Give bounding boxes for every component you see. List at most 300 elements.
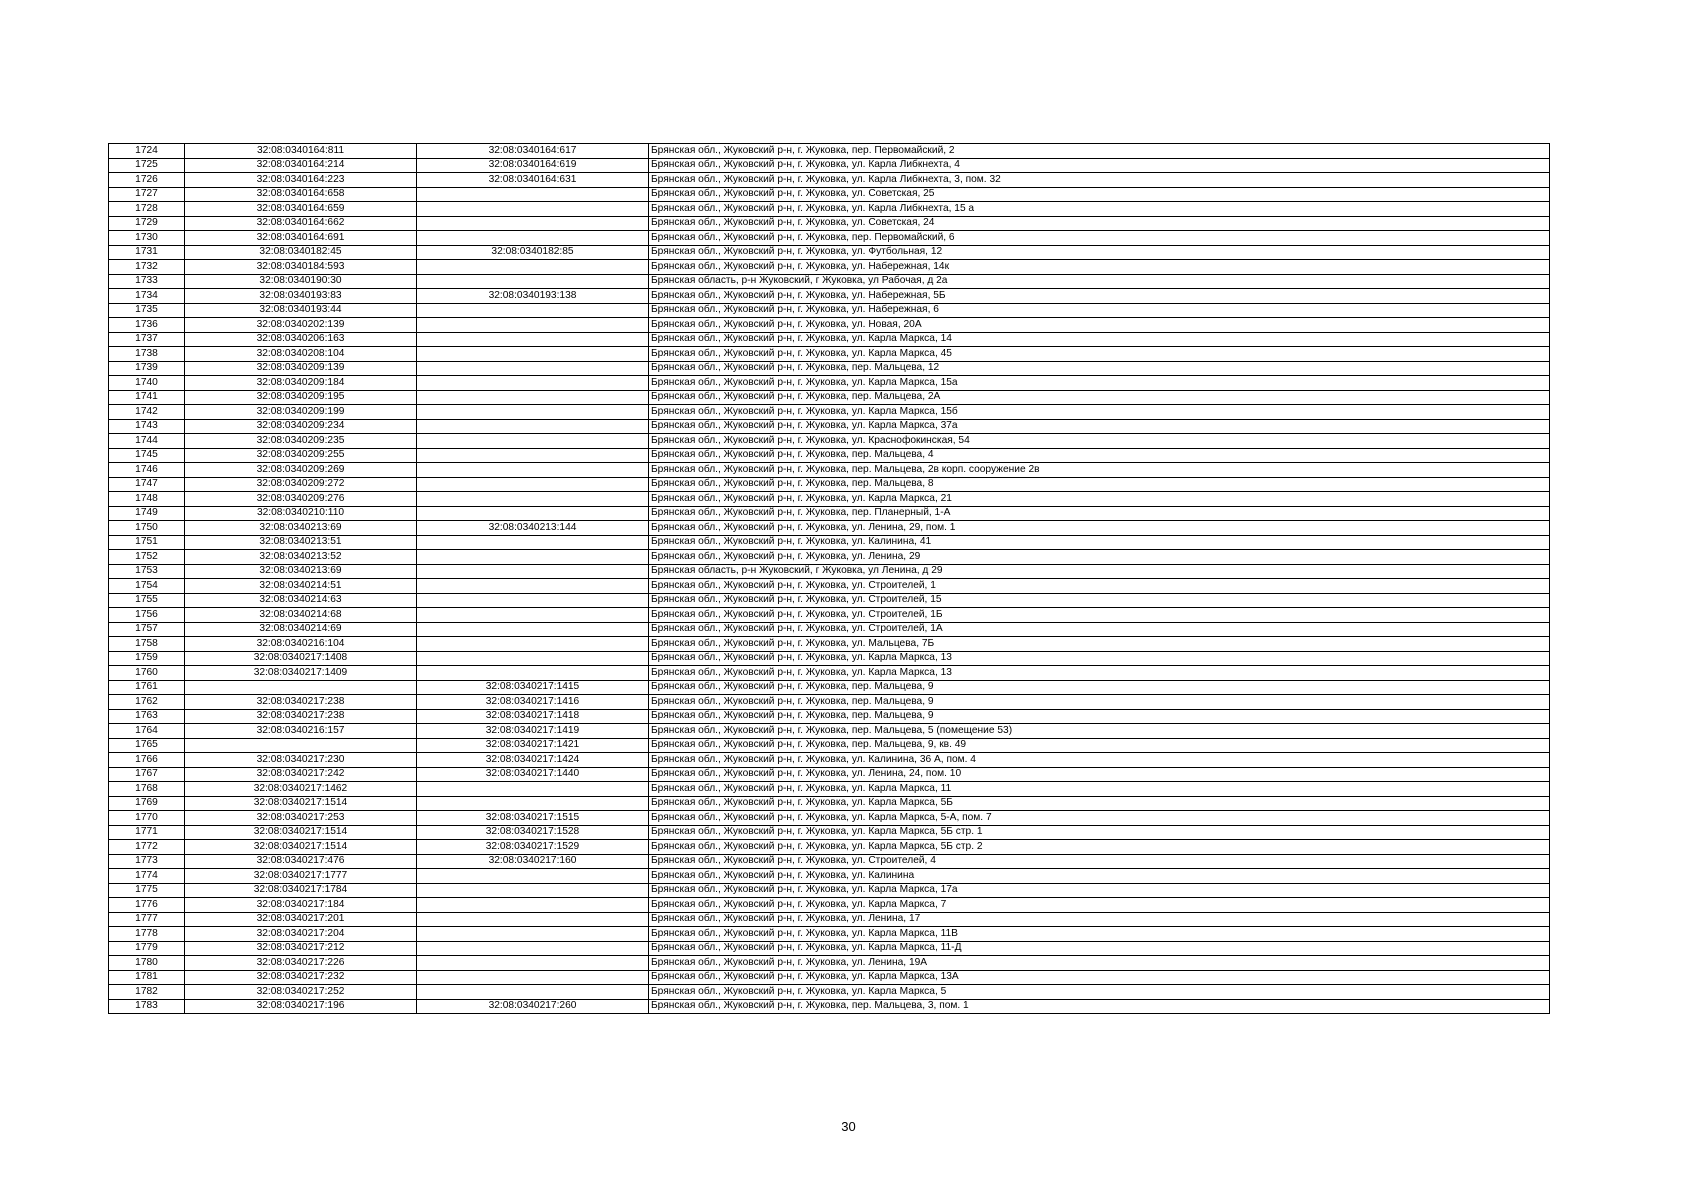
table-row [109, 724, 1550, 739]
table-row [109, 796, 1550, 811]
address-cell: Брянская обл., Жуковский р-н, г. Жуковка, ул. Карла Маркса, 13 [649, 651, 1550, 666]
table-row [109, 767, 1550, 782]
row-number-cell: 1779 [109, 941, 185, 956]
row-number-cell: 1742 [109, 405, 185, 420]
row-number-cell: 1762 [109, 695, 185, 710]
row-number-cell: 1755 [109, 593, 185, 608]
land-cadastral-number-cell: 32:08:0340217:226 [185, 956, 417, 971]
object-cadastral-number-cell [417, 187, 649, 202]
table-row [109, 158, 1550, 173]
land-cadastral-number-cell: 32:08:0340214:51 [185, 579, 417, 594]
land-cadastral-number-cell: 32:08:0340216:104 [185, 637, 417, 652]
land-cadastral-number-cell: 32:08:0340182:45 [185, 245, 417, 260]
address-cell: Брянская обл., Жуковский р-н, г. Жуковка, ул. Карла Маркса, 5Б стр. 1 [649, 825, 1550, 840]
table-row [109, 187, 1550, 202]
land-cadastral-number-cell [185, 680, 417, 695]
address-cell: Брянская обл., Жуковский р-н, г. Жуковка, пер. Мальцева, 9 [649, 709, 1550, 724]
table-row [109, 535, 1550, 550]
land-cadastral-number-cell: 32:08:0340209:199 [185, 405, 417, 420]
object-cadastral-number-cell [417, 231, 649, 246]
object-cadastral-number-cell [417, 912, 649, 927]
row-number-cell: 1732 [109, 260, 185, 275]
address-cell: Брянская обл., Жуковский р-н, г. Жуковка, ул. Ленина, 29, пом. 1 [649, 521, 1550, 536]
row-number-cell: 1760 [109, 666, 185, 681]
row-number-cell: 1772 [109, 840, 185, 855]
land-cadastral-number-cell: 32:08:0340206:163 [185, 332, 417, 347]
object-cadastral-number-cell [417, 608, 649, 623]
land-cadastral-number-cell: 32:08:0340209:195 [185, 390, 417, 405]
address-cell: Брянская область, р-н Жуковский, г Жуковка, ул Рабочая, д 2а [649, 274, 1550, 289]
row-number-cell: 1771 [109, 825, 185, 840]
land-cadastral-number-cell: 32:08:0340164:691 [185, 231, 417, 246]
address-cell: Брянская обл., Жуковский р-н, г. Жуковка, ул. Набережная, 6 [649, 303, 1550, 318]
address-cell: Брянская обл., Жуковский р-н, г. Жуковка, ул. Калинина, 41 [649, 535, 1550, 550]
address-cell: Брянская обл., Жуковский р-н, г. Жуковка, ул. Карла Маркса, 13 [649, 666, 1550, 681]
row-number-cell: 1747 [109, 477, 185, 492]
address-cell: Брянская обл., Жуковский р-н, г. Жуковка, ул. Карла Маркса, 37а [649, 419, 1550, 434]
object-cadastral-number-cell [417, 550, 649, 565]
address-cell: Брянская обл., Жуковский р-н, г. Жуковка, пер. Мальцева, 9 [649, 695, 1550, 710]
table-row [109, 463, 1550, 478]
table-row [109, 202, 1550, 217]
land-cadastral-number-cell: 32:08:0340209:276 [185, 492, 417, 507]
address-cell: Брянская обл., Жуковский р-н, г. Жуковка, ул. Мальцева, 7Б [649, 637, 1550, 652]
land-cadastral-number-cell: 32:08:0340209:269 [185, 463, 417, 478]
object-cadastral-number-cell: 32:08:0340217:160 [417, 854, 649, 869]
row-number-cell: 1744 [109, 434, 185, 449]
object-cadastral-number-cell: 32:08:0340217:260 [417, 999, 649, 1014]
table-row [109, 680, 1550, 695]
address-cell: Брянская обл., Жуковский р-н, г. Жуковка, ул. Карла Маркса, 5 [649, 985, 1550, 1000]
table-row [109, 985, 1550, 1000]
row-number-cell: 1751 [109, 535, 185, 550]
land-cadastral-number-cell: 32:08:0340213:51 [185, 535, 417, 550]
object-cadastral-number-cell: 32:08:0340217:1440 [417, 767, 649, 782]
table-row [109, 405, 1550, 420]
row-number-cell: 1775 [109, 883, 185, 898]
row-number-cell: 1770 [109, 811, 185, 826]
object-cadastral-number-cell [417, 260, 649, 275]
land-cadastral-number-cell: 32:08:0340217:232 [185, 970, 417, 985]
object-cadastral-number-cell: 32:08:0340164:617 [417, 144, 649, 159]
address-cell: Брянская обл., Жуковский р-н, г. Жуковка, ул. Калинина [649, 869, 1550, 884]
row-number-cell: 1725 [109, 158, 185, 173]
table-row [109, 506, 1550, 521]
table-row [109, 912, 1550, 927]
object-cadastral-number-cell: 32:08:0340193:138 [417, 289, 649, 304]
object-cadastral-number-cell [417, 419, 649, 434]
object-cadastral-number-cell [417, 985, 649, 1000]
land-cadastral-number-cell: 32:08:0340213:69 [185, 564, 417, 579]
table-row [109, 927, 1550, 942]
table-row [109, 376, 1550, 391]
land-cadastral-number-cell: 32:08:0340164:223 [185, 173, 417, 188]
object-cadastral-number-cell [417, 361, 649, 376]
land-cadastral-number-cell: 32:08:0340217:196 [185, 999, 417, 1014]
land-cadastral-number-cell: 32:08:0340217:1514 [185, 796, 417, 811]
address-cell: Брянская обл., Жуковский р-н, г. Жуковка, ул. Ленина, 17 [649, 912, 1550, 927]
table-row [109, 289, 1550, 304]
table-row [109, 390, 1550, 405]
address-cell: Брянская обл., Жуковский р-н, г. Жуковка, ул. Футбольная, 12 [649, 245, 1550, 260]
row-number-cell: 1752 [109, 550, 185, 565]
land-cadastral-number-cell: 32:08:0340217:476 [185, 854, 417, 869]
land-cadastral-number-cell [185, 738, 417, 753]
object-cadastral-number-cell [417, 216, 649, 231]
table-row [109, 651, 1550, 666]
row-number-cell: 1780 [109, 956, 185, 971]
land-cadastral-number-cell: 32:08:0340164:811 [185, 144, 417, 159]
table-row [109, 593, 1550, 608]
table-row [109, 666, 1550, 681]
object-cadastral-number-cell [417, 318, 649, 333]
table-row [109, 303, 1550, 318]
row-number-cell: 1739 [109, 361, 185, 376]
land-cadastral-number-cell: 32:08:0340217:1514 [185, 840, 417, 855]
object-cadastral-number-cell [417, 202, 649, 217]
table-row [109, 753, 1550, 768]
land-cadastral-number-cell: 32:08:0340190:30 [185, 274, 417, 289]
row-number-cell: 1766 [109, 753, 185, 768]
row-number-cell: 1736 [109, 318, 185, 333]
address-cell: Брянская обл., Жуковский р-н, г. Жуковка, ул. Карла Маркса, 14 [649, 332, 1550, 347]
object-cadastral-number-cell [417, 376, 649, 391]
land-cadastral-number-cell: 32:08:0340209:139 [185, 361, 417, 376]
address-cell: Брянская обл., Жуковский р-н, г. Жуковка, ул. Строителей, 1А [649, 622, 1550, 637]
row-number-cell: 1745 [109, 448, 185, 463]
address-cell: Брянская обл., Жуковский р-н, г. Жуковка, пер. Мальцева, 2в корп. сооружение 2в [649, 463, 1550, 478]
address-cell: Брянская обл., Жуковский р-н, г. Жуковка, ул. Карла Маркса, 15б [649, 405, 1550, 420]
row-number-cell: 1761 [109, 680, 185, 695]
registry-table-body [109, 144, 1550, 1014]
row-number-cell: 1764 [109, 724, 185, 739]
object-cadastral-number-cell [417, 622, 649, 637]
object-cadastral-number-cell [417, 274, 649, 289]
table-row [109, 260, 1550, 275]
table-row [109, 637, 1550, 652]
address-cell: Брянская обл., Жуковский р-н, г. Жуковка, ул. Калинина, 36 А, пом. 4 [649, 753, 1550, 768]
object-cadastral-number-cell: 32:08:0340164:619 [417, 158, 649, 173]
land-cadastral-number-cell: 32:08:0340217:230 [185, 753, 417, 768]
land-cadastral-number-cell: 32:08:0340209:184 [185, 376, 417, 391]
land-cadastral-number-cell: 32:08:0340217:1462 [185, 782, 417, 797]
row-number-cell: 1758 [109, 637, 185, 652]
address-cell: Брянская обл., Жуковский р-н, г. Жуковка, пер. Мальцева, 3, пом. 1 [649, 999, 1550, 1014]
table-row [109, 419, 1550, 434]
address-cell: Брянская обл., Жуковский р-н, г. Жуковка, ул. Карла Маркса, 11 [649, 782, 1550, 797]
land-cadastral-number-cell: 32:08:0340164:658 [185, 187, 417, 202]
land-cadastral-number-cell: 32:08:0340217:204 [185, 927, 417, 942]
table-row [109, 869, 1550, 884]
address-cell: Брянская обл., Жуковский р-н, г. Жуковка, ул. Карла Маркса, 7 [649, 898, 1550, 913]
row-number-cell: 1782 [109, 985, 185, 1000]
address-cell: Брянская обл., Жуковский р-н, г. Жуковка, ул. Ленина, 24, пом. 10 [649, 767, 1550, 782]
address-cell: Брянская обл., Жуковский р-н, г. Жуковка, пер. Мальцева, 12 [649, 361, 1550, 376]
row-number-cell: 1765 [109, 738, 185, 753]
table-row [109, 941, 1550, 956]
row-number-cell: 1763 [109, 709, 185, 724]
table-row [109, 274, 1550, 289]
address-cell: Брянская обл., Жуковский р-н, г. Жуковка, ул. Карла Либкнехта, 4 [649, 158, 1550, 173]
address-cell: Брянская обл., Жуковский р-н, г. Жуковка, ул. Краснофокинская, 54 [649, 434, 1550, 449]
object-cadastral-number-cell [417, 782, 649, 797]
table-row [109, 608, 1550, 623]
object-cadastral-number-cell [417, 637, 649, 652]
object-cadastral-number-cell: 32:08:0340217:1419 [417, 724, 649, 739]
table-row [109, 521, 1550, 536]
land-cadastral-number-cell: 32:08:0340214:68 [185, 608, 417, 623]
address-cell: Брянская обл., Жуковский р-н, г. Жуковка, ул. Карла Маркса, 15а [649, 376, 1550, 391]
object-cadastral-number-cell [417, 970, 649, 985]
land-cadastral-number-cell: 32:08:0340209:272 [185, 477, 417, 492]
row-number-cell: 1731 [109, 245, 185, 260]
object-cadastral-number-cell [417, 506, 649, 521]
land-cadastral-number-cell: 32:08:0340214:63 [185, 593, 417, 608]
row-number-cell: 1734 [109, 289, 185, 304]
row-number-cell: 1727 [109, 187, 185, 202]
row-number-cell: 1756 [109, 608, 185, 623]
land-cadastral-number-cell: 32:08:0340216:157 [185, 724, 417, 739]
table-row [109, 709, 1550, 724]
address-cell: Брянская обл., Жуковский р-н, г. Жуковка, ул. Строителей, 1Б [649, 608, 1550, 623]
land-cadastral-number-cell: 32:08:0340210:110 [185, 506, 417, 521]
object-cadastral-number-cell [417, 405, 649, 420]
address-cell: Брянская область, р-н Жуковский, г Жуковка, ул Ленина, д 29 [649, 564, 1550, 579]
object-cadastral-number-cell: 32:08:0340217:1528 [417, 825, 649, 840]
object-cadastral-number-cell: 32:08:0340217:1515 [417, 811, 649, 826]
object-cadastral-number-cell [417, 651, 649, 666]
row-number-cell: 1746 [109, 463, 185, 478]
address-cell: Брянская обл., Жуковский р-н, г. Жуковка, ул. Карла Маркса, 45 [649, 347, 1550, 362]
table-row [109, 898, 1550, 913]
row-number-cell: 1754 [109, 579, 185, 594]
table-row [109, 883, 1550, 898]
table-row [109, 434, 1550, 449]
address-cell: Брянская обл., Жуковский р-н, г. Жуковка, ул. Строителей, 1 [649, 579, 1550, 594]
land-cadastral-number-cell: 32:08:0340217:212 [185, 941, 417, 956]
land-cadastral-number-cell: 32:08:0340217:1784 [185, 883, 417, 898]
table-row [109, 970, 1550, 985]
row-number-cell: 1724 [109, 144, 185, 159]
table-row [109, 361, 1550, 376]
address-cell: Брянская обл., Жуковский р-н, г. Жуковка, пер. Мальцева, 9, кв. 49 [649, 738, 1550, 753]
address-cell: Брянская обл., Жуковский р-н, г. Жуковка, ул. Набережная, 5Б [649, 289, 1550, 304]
row-number-cell: 1769 [109, 796, 185, 811]
address-cell: Брянская обл., Жуковский р-н, г. Жуковка, ул. Карла Маркса, 11В [649, 927, 1550, 942]
address-cell: Брянская обл., Жуковский р-н, г. Жуковка, пер. Мальцева, 8 [649, 477, 1550, 492]
address-cell: Брянская обл., Жуковский р-н, г. Жуковка, пер. Первомайский, 6 [649, 231, 1550, 246]
land-cadastral-number-cell: 32:08:0340217:1408 [185, 651, 417, 666]
object-cadastral-number-cell: 32:08:0340182:85 [417, 245, 649, 260]
row-number-cell: 1728 [109, 202, 185, 217]
row-number-cell: 1750 [109, 521, 185, 536]
land-cadastral-number-cell: 32:08:0340217:238 [185, 709, 417, 724]
table-row [109, 550, 1550, 565]
table-row [109, 318, 1550, 333]
address-cell: Брянская обл., Жуковский р-н, г. Жуковка, пер. Первомайский, 2 [649, 144, 1550, 159]
object-cadastral-number-cell: 32:08:0340164:631 [417, 173, 649, 188]
row-number-cell: 1781 [109, 970, 185, 985]
land-cadastral-number-cell: 32:08:0340217:184 [185, 898, 417, 913]
table-row [109, 216, 1550, 231]
address-cell: Брянская обл., Жуковский р-н, г. Жуковка, ул. Карла Маркса, 13А [649, 970, 1550, 985]
row-number-cell: 1774 [109, 869, 185, 884]
row-number-cell: 1738 [109, 347, 185, 362]
address-cell: Брянская обл., Жуковский р-н, г. Жуковка, ул. Карла Маркса, 5-А, пом. 7 [649, 811, 1550, 826]
object-cadastral-number-cell [417, 564, 649, 579]
land-cadastral-number-cell: 32:08:0340209:255 [185, 448, 417, 463]
table-row [109, 811, 1550, 826]
land-cadastral-number-cell: 32:08:0340217:1514 [185, 825, 417, 840]
table-row [109, 854, 1550, 869]
row-number-cell: 1726 [109, 173, 185, 188]
row-number-cell: 1776 [109, 898, 185, 913]
object-cadastral-number-cell [417, 390, 649, 405]
table-row [109, 738, 1550, 753]
object-cadastral-number-cell: 32:08:0340217:1529 [417, 840, 649, 855]
row-number-cell: 1743 [109, 419, 185, 434]
object-cadastral-number-cell [417, 535, 649, 550]
address-cell: Брянская обл., Жуковский р-н, г. Жуковка, пер. Мальцева, 9 [649, 680, 1550, 695]
address-cell: Брянская обл., Жуковский р-н, г. Жуковка, ул. Карла Либкнехта, 15 а [649, 202, 1550, 217]
object-cadastral-number-cell: 32:08:0340217:1424 [417, 753, 649, 768]
object-cadastral-number-cell: 32:08:0340213:144 [417, 521, 649, 536]
land-cadastral-number-cell: 32:08:0340217:238 [185, 695, 417, 710]
address-cell: Брянская обл., Жуковский р-н, г. Жуковка, ул. Карла Маркса, 5Б стр. 2 [649, 840, 1550, 855]
object-cadastral-number-cell [417, 666, 649, 681]
address-cell: Брянская обл., Жуковский р-н, г. Жуковка, ул. Строителей, 4 [649, 854, 1550, 869]
land-cadastral-number-cell: 32:08:0340164:659 [185, 202, 417, 217]
address-cell: Брянская обл., Жуковский р-н, г. Жуковка, ул. Новая, 20А [649, 318, 1550, 333]
table-row [109, 564, 1550, 579]
address-cell: Брянская обл., Жуковский р-н, г. Жуковка, ул. Ленина, 19А [649, 956, 1550, 971]
registry-table [108, 143, 1550, 1014]
address-cell: Брянская обл., Жуковский р-н, г. Жуковка, ул. Карла Маркса, 11-Д [649, 941, 1550, 956]
land-cadastral-number-cell: 32:08:0340217:201 [185, 912, 417, 927]
object-cadastral-number-cell [417, 303, 649, 318]
row-number-cell: 1733 [109, 274, 185, 289]
address-cell: Брянская обл., Жуковский р-н, г. Жуковка, пер. Мальцева, 5 (помещение 53) [649, 724, 1550, 739]
object-cadastral-number-cell [417, 796, 649, 811]
address-cell: Брянская обл., Жуковский р-н, г. Жуковка, пер. Мальцева, 2А [649, 390, 1550, 405]
table-row [109, 782, 1550, 797]
page-number: 30 [841, 1119, 856, 1134]
object-cadastral-number-cell: 32:08:0340217:1415 [417, 680, 649, 695]
row-number-cell: 1768 [109, 782, 185, 797]
address-cell: Брянская обл., Жуковский р-н, г. Жуковка, ул. Карла Маркса, 17а [649, 883, 1550, 898]
row-number-cell: 1778 [109, 927, 185, 942]
row-number-cell: 1749 [109, 506, 185, 521]
land-cadastral-number-cell: 32:08:0340213:69 [185, 521, 417, 536]
address-cell: Брянская обл., Жуковский р-н, г. Жуковка, ул. Карла Маркса, 21 [649, 492, 1550, 507]
table-row [109, 622, 1550, 637]
land-cadastral-number-cell: 32:08:0340213:52 [185, 550, 417, 565]
table-row [109, 144, 1550, 159]
row-number-cell: 1735 [109, 303, 185, 318]
land-cadastral-number-cell: 32:08:0340217:242 [185, 767, 417, 782]
land-cadastral-number-cell: 32:08:0340202:139 [185, 318, 417, 333]
land-cadastral-number-cell: 32:08:0340184:593 [185, 260, 417, 275]
land-cadastral-number-cell: 32:08:0340209:234 [185, 419, 417, 434]
land-cadastral-number-cell: 32:08:0340214:69 [185, 622, 417, 637]
row-number-cell: 1753 [109, 564, 185, 579]
land-cadastral-number-cell: 32:08:0340208:104 [185, 347, 417, 362]
address-cell: Брянская обл., Жуковский р-н, г. Жуковка, ул. Советская, 24 [649, 216, 1550, 231]
land-cadastral-number-cell: 32:08:0340217:1777 [185, 869, 417, 884]
row-number-cell: 1737 [109, 332, 185, 347]
row-number-cell: 1741 [109, 390, 185, 405]
object-cadastral-number-cell: 32:08:0340217:1416 [417, 695, 649, 710]
address-cell: Брянская обл., Жуковский р-н, г. Жуковка, ул. Советская, 25 [649, 187, 1550, 202]
table-row [109, 448, 1550, 463]
land-cadastral-number-cell: 32:08:0340217:253 [185, 811, 417, 826]
land-cadastral-number-cell: 32:08:0340164:214 [185, 158, 417, 173]
table-row [109, 347, 1550, 362]
object-cadastral-number-cell [417, 347, 649, 362]
address-cell: Брянская обл., Жуковский р-н, г. Жуковка, ул. Набережная, 14к [649, 260, 1550, 275]
table-row [109, 332, 1550, 347]
address-cell: Брянская обл., Жуковский р-н, г. Жуковка, ул. Карла Либкнехта, 3, пом. 32 [649, 173, 1550, 188]
object-cadastral-number-cell: 32:08:0340217:1418 [417, 709, 649, 724]
address-cell: Брянская обл., Жуковский р-н, г. Жуковка, ул. Строителей, 15 [649, 593, 1550, 608]
object-cadastral-number-cell [417, 883, 649, 898]
object-cadastral-number-cell [417, 869, 649, 884]
row-number-cell: 1748 [109, 492, 185, 507]
address-cell: Брянская обл., Жуковский р-н, г. Жуковка, ул. Ленина, 29 [649, 550, 1550, 565]
object-cadastral-number-cell [417, 463, 649, 478]
object-cadastral-number-cell: 32:08:0340217:1421 [417, 738, 649, 753]
row-number-cell: 1759 [109, 651, 185, 666]
row-number-cell: 1740 [109, 376, 185, 391]
object-cadastral-number-cell [417, 956, 649, 971]
land-cadastral-number-cell: 32:08:0340217:1409 [185, 666, 417, 681]
table-row [109, 999, 1550, 1014]
table-row [109, 695, 1550, 710]
object-cadastral-number-cell [417, 941, 649, 956]
table-row [109, 825, 1550, 840]
land-cadastral-number-cell: 32:08:0340209:235 [185, 434, 417, 449]
row-number-cell: 1729 [109, 216, 185, 231]
table-row [109, 579, 1550, 594]
object-cadastral-number-cell [417, 477, 649, 492]
address-cell: Брянская обл., Жуковский р-н, г. Жуковка, пер. Планерный, 1-А [649, 506, 1550, 521]
row-number-cell: 1730 [109, 231, 185, 246]
object-cadastral-number-cell [417, 898, 649, 913]
land-cadastral-number-cell: 32:08:0340193:44 [185, 303, 417, 318]
address-cell: Брянская обл., Жуковский р-н, г. Жуковка, ул. Карла Маркса, 5Б [649, 796, 1550, 811]
table-row [109, 173, 1550, 188]
land-cadastral-number-cell: 32:08:0340164:662 [185, 216, 417, 231]
object-cadastral-number-cell [417, 448, 649, 463]
address-cell: Брянская обл., Жуковский р-н, г. Жуковка, пер. Мальцева, 4 [649, 448, 1550, 463]
object-cadastral-number-cell [417, 332, 649, 347]
table-row [109, 477, 1550, 492]
row-number-cell: 1773 [109, 854, 185, 869]
row-number-cell: 1783 [109, 999, 185, 1014]
object-cadastral-number-cell [417, 579, 649, 594]
object-cadastral-number-cell [417, 593, 649, 608]
table-row [109, 492, 1550, 507]
land-cadastral-number-cell: 32:08:0340193:83 [185, 289, 417, 304]
land-cadastral-number-cell: 32:08:0340217:252 [185, 985, 417, 1000]
object-cadastral-number-cell [417, 434, 649, 449]
row-number-cell: 1777 [109, 912, 185, 927]
table-row [109, 840, 1550, 855]
table-row [109, 245, 1550, 260]
table-row [109, 956, 1550, 971]
object-cadastral-number-cell [417, 927, 649, 942]
row-number-cell: 1767 [109, 767, 185, 782]
